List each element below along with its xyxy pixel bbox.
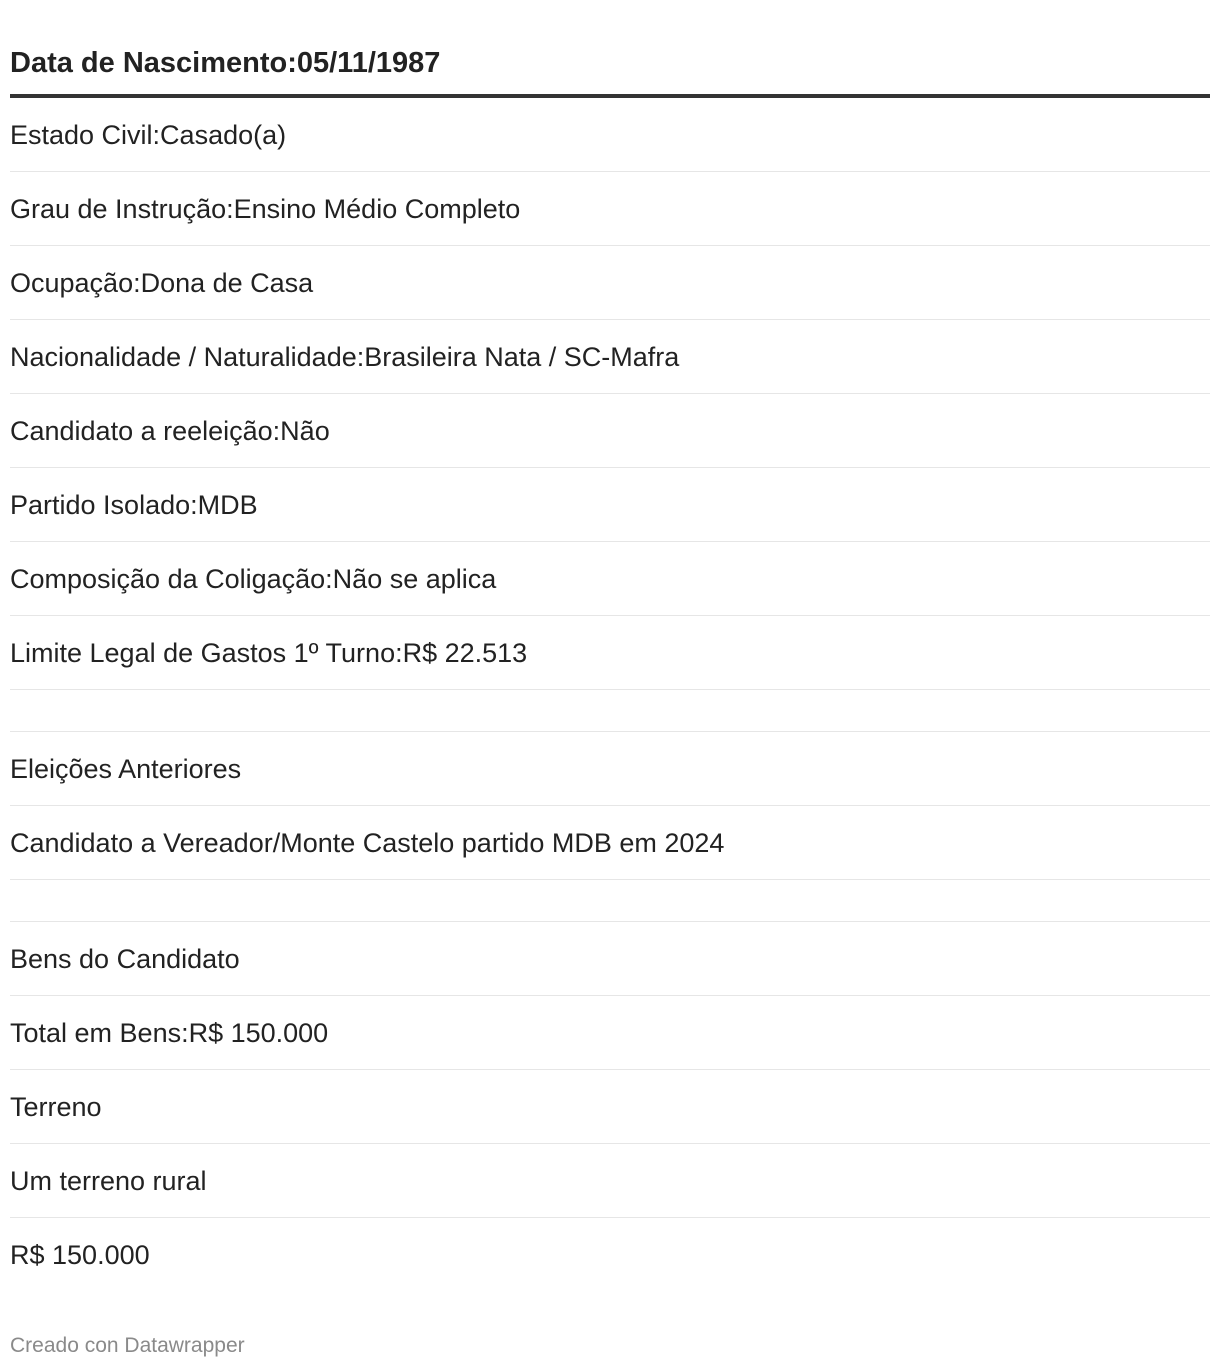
table-row-reelection [10,394,1210,468]
previous-election-cell: Candidato a Vereador/Monte Castelo partido MDB em 2024 [10,828,725,858]
table-row-spacer [10,880,1210,922]
table-row-previous-elections-heading [10,732,1210,806]
coalition-cell: Composição da Coligação:Não se aplica [10,564,497,594]
birth-date-header: Data de Nascimento:05/11/1987 [10,47,441,79]
asset-description-cell: Um terreno rural [10,1166,207,1196]
marital-status-cell: Estado Civil:Casado(a) [10,120,287,150]
table-row-previous-election [10,806,1210,880]
table-row-marital-status [10,98,1210,172]
table-row-party [10,468,1210,542]
total-assets-cell: Total em Bens:R$ 150.000 [10,1018,329,1048]
table-row-nationality [10,320,1210,394]
assets-heading: Bens do Candidato [10,944,240,974]
nationality-cell: Nacionalidade / Naturalidade:Brasileira Nata / SC-Mafra [10,342,680,372]
previous-elections-heading: Eleições Anteriores [10,754,242,784]
datawrapper-credit[interactable]: Creado con Datawrapper [10,1334,245,1357]
table-header-row [10,0,1210,98]
asset-type-cell: Terreno [10,1092,102,1122]
occupation-cell: Ocupação:Dona de Casa [10,268,314,298]
candidate-info-table [10,0,1210,1292]
table-row-asset-type [10,1070,1210,1144]
asset-value-cell: R$ 150.000 [10,1240,150,1270]
party-cell: Partido Isolado:MDB [10,490,258,520]
table-row-total-assets [10,996,1210,1070]
reelection-cell: Candidato a reeleição:Não [10,416,330,446]
table-row-spacer [10,690,1210,732]
table-row-asset-value [10,1218,1210,1292]
table-row-assets-heading [10,922,1210,996]
table-row-occupation [10,246,1210,320]
table-row-spending-limit [10,616,1210,690]
table-row-education [10,172,1210,246]
education-cell: Grau de Instrução:Ensino Médio Completo [10,194,521,224]
spending-limit-cell: Limite Legal de Gastos 1º Turno:R$ 22.513 [10,638,528,668]
table-row-asset-description [10,1144,1210,1218]
table-row-coalition [10,542,1210,616]
